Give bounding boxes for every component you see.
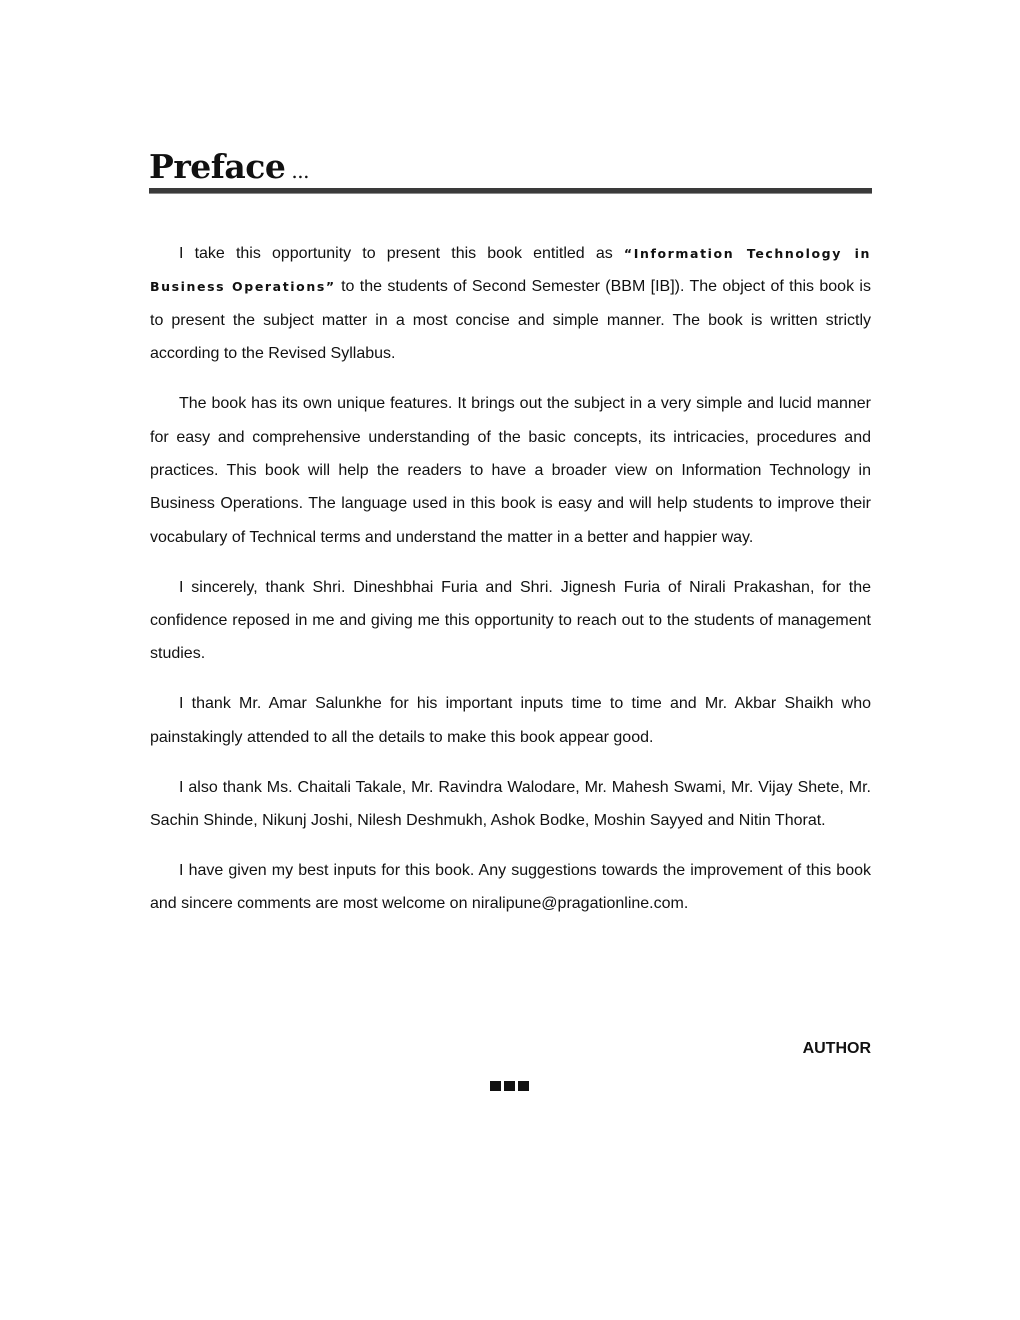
paragraph-publisher-thanks: I sincerely, thank Shri. Dineshbhai Furia and Shri. Jignesh Furia of Nirali Prakashan, for the confidence reposed in me and giving me this opportunity to reach out to the students of management studies. — [150, 578, 871, 663]
book-title: “Information Technology in Business Operations” — [150, 246, 872, 295]
end-square — [504, 1081, 515, 1091]
preface-body — [150, 237, 871, 937]
page-title-text: Preface — [149, 147, 286, 186]
title-ellipsis: ... — [291, 159, 309, 183]
three-black-squares-icon — [490, 1081, 530, 1091]
intro-text-after: to the students of Second Semester (BBM [IB]). The object of this book is to present the subject matter in a most concise and simple manner. The book is written strictly according to the Revised Syllabus. — [150, 278, 871, 363]
intro-text-before: I take this opportunity to present this book entitled as — [179, 245, 624, 262]
paragraph-introduction — [150, 237, 871, 371]
page-title — [149, 146, 872, 192]
paragraph-staff-thanks: I also thank Ms. Chaitali Takale, Mr. Ravindra Walodare, Mr. Mahesh Swami, Mr. Vijay Shete, Mr. Sachin Shinde, Nikunj Joshi, Nilesh Deshmukh, Ashok Bodke, Moshin Sayyed and Nitin Thorat. — [150, 778, 871, 830]
paragraph-features: The book has its own unique features. It brings out the subject in a very simple and lucid manner for easy and comprehensive understanding of the basic concepts, its intricacies, procedures and practices. This book will help the readers to have a broader view on Information Technology in Business Operations. The language used in this book is easy and will help students to improve their vocabulary of Technical terms and understand the matter in a better and happier way. — [150, 395, 871, 546]
paragraph-suggestions: I have given my best inputs for this book. Any suggestions towards the improvement of this book and sincere comments are most welcome on niralipune@pragationline.com. — [150, 862, 871, 913]
heading-underline-rule — [149, 188, 872, 194]
paragraph-inputs-thanks: I thank Mr. Amar Salunkhe for his important inputs time to time and Mr. Akbar Shaikh who painstakingly attended to all the details to make this book appear good. — [150, 695, 871, 746]
end-square — [518, 1081, 529, 1091]
author-signature: AUTHOR — [802, 1040, 871, 1057]
preface-heading — [149, 146, 872, 196]
end-square — [490, 1081, 501, 1091]
